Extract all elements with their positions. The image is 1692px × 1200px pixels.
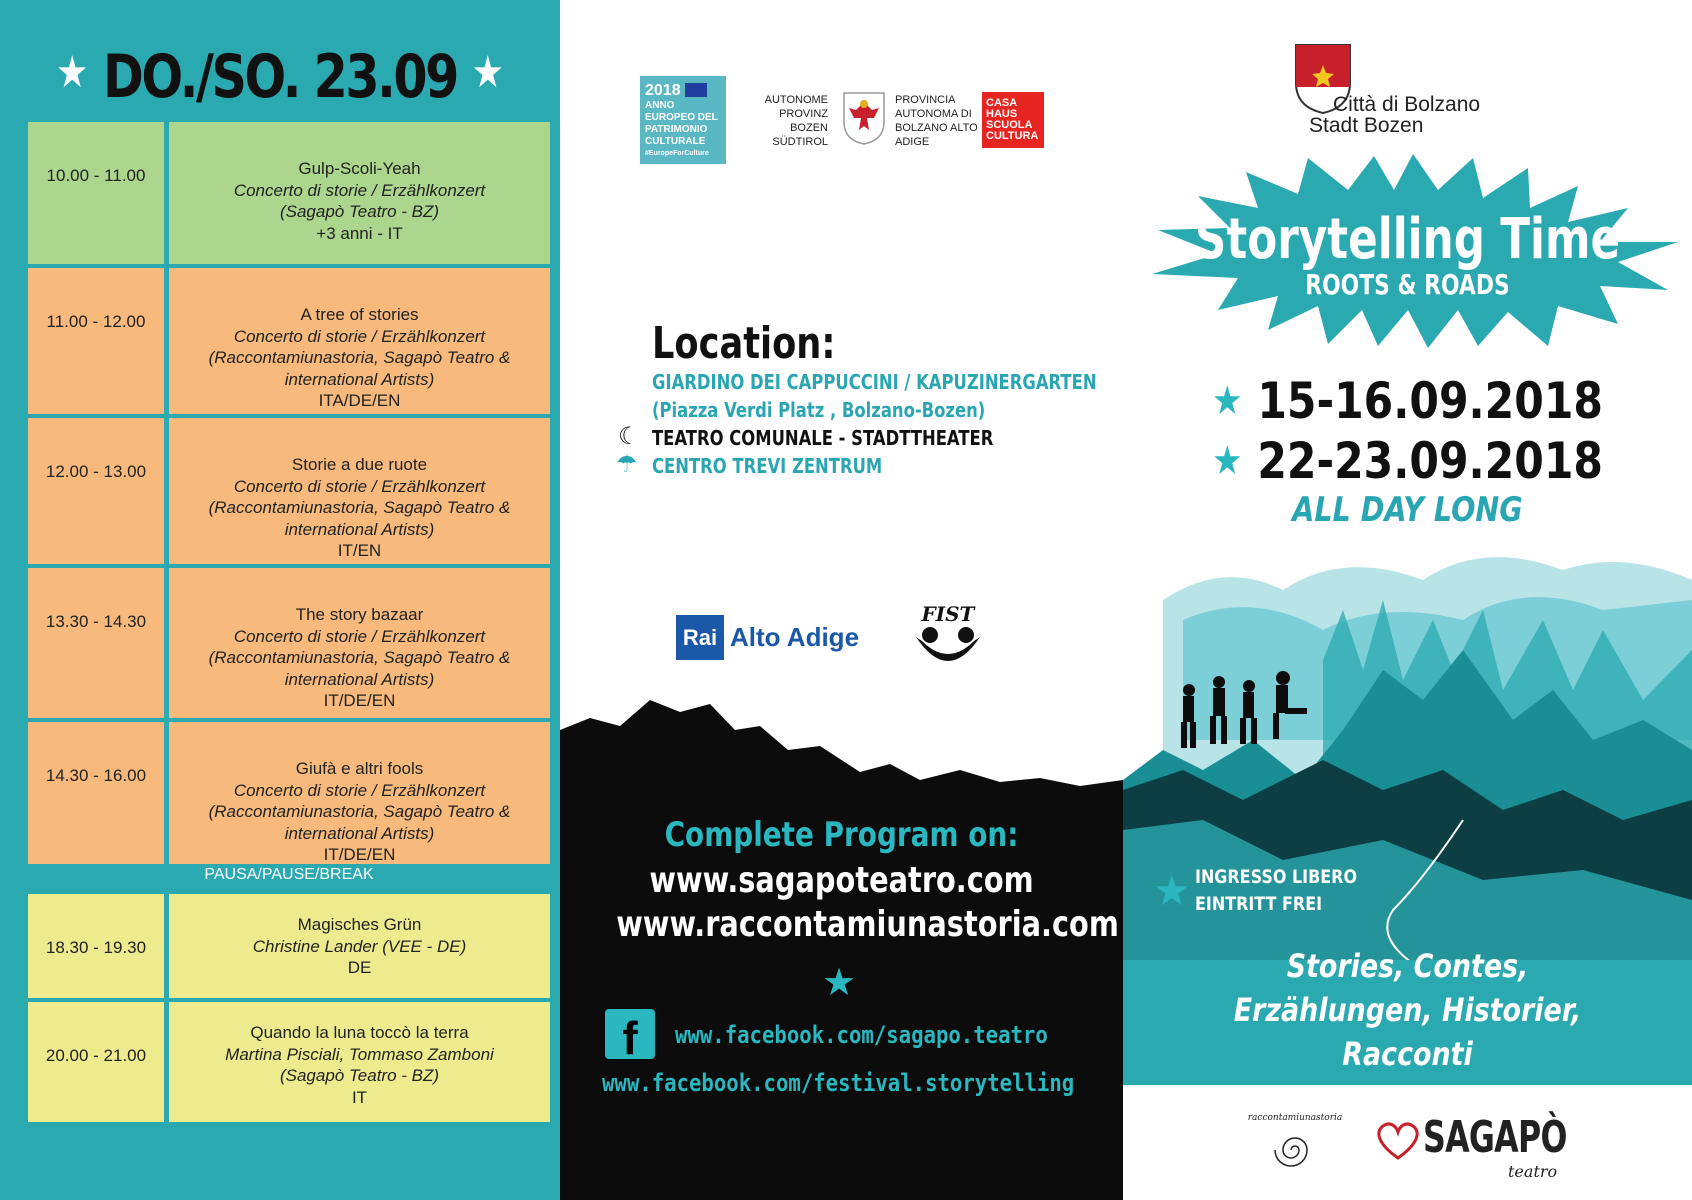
european-heritage-logo xyxy=(640,76,726,164)
schedule-time: 11.00 - 12.00 xyxy=(28,268,164,414)
stories-line-3: Racconti xyxy=(1342,1035,1473,1073)
event-type: Concerto di storie / Erzählkonzert xyxy=(233,180,486,200)
facebook-link-sagapo[interactable]: www.facebook.com/sagapo.teatro xyxy=(675,1021,1048,1049)
fist-logo xyxy=(908,597,988,677)
event-language: ITA/DE/EN xyxy=(318,391,401,410)
event-type: Concerto di storie / Erzählkonzert xyxy=(233,780,486,800)
eu-text: ANNO EUROPEO DEL PATRIMONIO CULTURALE xyxy=(645,100,718,147)
schedule-row xyxy=(28,122,550,264)
event-title: Gulp-Scoli-Yeah xyxy=(298,159,421,178)
website-link-sagapo[interactable]: www.sagapoteatro.com xyxy=(649,860,1034,901)
schedule-row xyxy=(28,568,550,718)
cover-panel xyxy=(1123,0,1692,1200)
schedule-time: 18.30 - 19.30 xyxy=(28,894,164,998)
event-artists: (Raccontamiunastoria, Sagapò Teatro & international Artists) xyxy=(208,648,511,689)
location-line-3: TEATRO COMUNALE - STADTTHEATER xyxy=(652,426,994,450)
all-day-long: ALL DAY LONG xyxy=(1292,490,1523,530)
star-icon: ★ xyxy=(471,47,504,98)
province-eagle-icon xyxy=(841,90,887,146)
event-language: IT/DE/EN xyxy=(323,691,396,710)
event-artists: (Raccontamiunastoria, Sagapò Teatro & international Artists) xyxy=(208,802,511,843)
event-language: IT xyxy=(351,1087,368,1107)
eu-hashtag: #EuropeForCulture xyxy=(645,150,709,157)
schedule-panel xyxy=(0,0,560,1200)
festival-title: Storytelling Time xyxy=(1194,207,1621,272)
event-language: IT/DE/EN xyxy=(323,845,396,864)
mountain-silhouette xyxy=(560,690,1123,1200)
event-language: +3 anni - IT xyxy=(316,223,403,243)
event-artists: (Sagapò Teatro - BZ) xyxy=(279,1066,440,1085)
bolzano-name-it: Città di Bolzano xyxy=(1333,93,1481,116)
event-artists: (Raccontamiunastoria, Sagapò Teatro & international Artists) xyxy=(208,498,511,539)
festival-date-1 xyxy=(1166,372,1650,430)
schedule-time: 10.00 - 11.00 xyxy=(28,122,164,264)
event-type: Concerto di storie / Erzählkonzert xyxy=(233,476,486,496)
event-artists: (Sagapò Teatro - BZ) xyxy=(279,202,440,221)
schedule-row xyxy=(28,1002,550,1122)
eu-year: 2018 xyxy=(645,82,681,99)
sagapo-logo: SAGAPÒ xyxy=(1423,1112,1567,1163)
program-title: Complete Program on: xyxy=(664,815,1019,855)
event-title: The story bazaar xyxy=(295,605,424,624)
date-1-text: 15-16.09.2018 xyxy=(1257,372,1603,430)
schedule-time: 14.30 - 16.00 xyxy=(28,722,164,864)
website-link-raccontami[interactable]: www.raccontamiunastoria.com xyxy=(616,904,1119,945)
eu-flag-icon xyxy=(685,83,707,97)
schedule-row xyxy=(28,722,550,864)
schedule-row xyxy=(28,894,550,998)
festival-subtitle: ROOTS & ROADS xyxy=(1305,268,1510,301)
schedule-description xyxy=(169,122,550,264)
location-line-1: GIARDINO DEI CAPPUCCINI / KAPUZINERGARTEN xyxy=(652,370,1097,394)
event-type: Concerto di storie / Erzählkonzert xyxy=(233,326,486,346)
event-artists: (Raccontamiunastoria, Sagapò Teatro & international Artists) xyxy=(208,348,511,389)
event-title: Quando la luna toccò la terra xyxy=(250,1023,469,1042)
casa-cultura-logo: CASA HAUS SCUOLA CULTURA xyxy=(982,92,1044,148)
facebook-link-festival[interactable]: www.facebook.com/festival.storytelling xyxy=(602,1069,1075,1097)
event-title: Giufà e altri fools xyxy=(295,759,424,778)
event-language: DE xyxy=(347,958,372,977)
star-icon: ★ xyxy=(822,962,857,1004)
schedule-row xyxy=(28,418,550,564)
stories-line-2: Erzählungen, Historier, xyxy=(1233,991,1582,1029)
event-type: Martina Pisciali, Tommaso Zamboni xyxy=(225,1044,494,1064)
umbrella-icon: ☂ xyxy=(616,451,638,478)
star-icon: ★ xyxy=(56,47,89,98)
date-2-text: 22-23.09.2018 xyxy=(1257,432,1603,490)
location-line-4: CENTRO TREVI ZENTRUM xyxy=(652,454,883,478)
location-line-2: (Piazza Verdi Platz , Bolzano-Bozen) xyxy=(652,398,986,422)
free-entry-de: EINTRITT FREI xyxy=(1195,893,1323,915)
schedule-description xyxy=(169,418,550,564)
schedule-time: 12.00 - 13.00 xyxy=(28,418,164,564)
province-text-it: PROVINCIA AUTONOMA DI BOLZANO ALTO ADIGE xyxy=(895,94,978,148)
raccontamiunastoria-logo xyxy=(1247,1110,1343,1185)
event-type: Christine Lander (VEE - DE) xyxy=(252,936,467,956)
day-title-text: DO./SO. 23.09 xyxy=(103,42,457,112)
rai-logo: Rai xyxy=(676,615,724,660)
schedule-description xyxy=(169,1002,550,1122)
fist-logo-text: FIST xyxy=(921,602,975,626)
moon-icon: ☾ xyxy=(618,423,640,450)
stories-line-1: Stories, Contes, xyxy=(1286,947,1529,985)
schedule-description xyxy=(169,722,550,864)
schedule-description xyxy=(169,568,550,718)
bolzano-city-text xyxy=(1309,93,1481,137)
location-title: Location: xyxy=(652,318,836,369)
schedule-time: 20.00 - 21.00 xyxy=(28,1002,164,1122)
province-text-de: AUTONOME PROVINZ BOZEN SÜDTIROL xyxy=(764,94,828,148)
day-title xyxy=(50,42,509,112)
festival-date-2 xyxy=(1166,432,1650,490)
schedule-row xyxy=(28,268,550,414)
sagapo-sub-text: teatro xyxy=(1508,1162,1558,1181)
star-icon: ★ xyxy=(1153,867,1191,914)
event-title: A tree of stories xyxy=(300,305,419,324)
free-entry-text xyxy=(1195,864,1357,918)
schedule-description xyxy=(169,268,550,414)
heart-icon xyxy=(1373,1118,1423,1162)
event-type: Concerto di storie / Erzählkonzert xyxy=(233,626,486,646)
bolzano-name-de: Stadt Bozen xyxy=(1309,114,1424,137)
rai-region-text: Alto Adige xyxy=(730,622,860,652)
event-title: Storie a due ruote xyxy=(291,455,428,474)
schedule-time: 13.30 - 14.30 xyxy=(28,568,164,718)
star-icon: ★ xyxy=(1212,438,1243,484)
schedule-description xyxy=(169,894,550,998)
pause-label: PAUSA/PAUSE/BREAK xyxy=(204,866,374,883)
star-icon: ★ xyxy=(1212,378,1243,424)
free-entry-it: INGRESSO LIBERO xyxy=(1195,866,1358,888)
raccontami-text: raccontamiunastoria xyxy=(1247,1113,1343,1123)
stories-tagline xyxy=(1169,944,1647,1076)
event-language: IT/EN xyxy=(337,541,382,560)
info-panel xyxy=(560,0,1123,1200)
event-title: Magisches Grün xyxy=(297,915,422,934)
facebook-icon: f xyxy=(605,1009,655,1059)
